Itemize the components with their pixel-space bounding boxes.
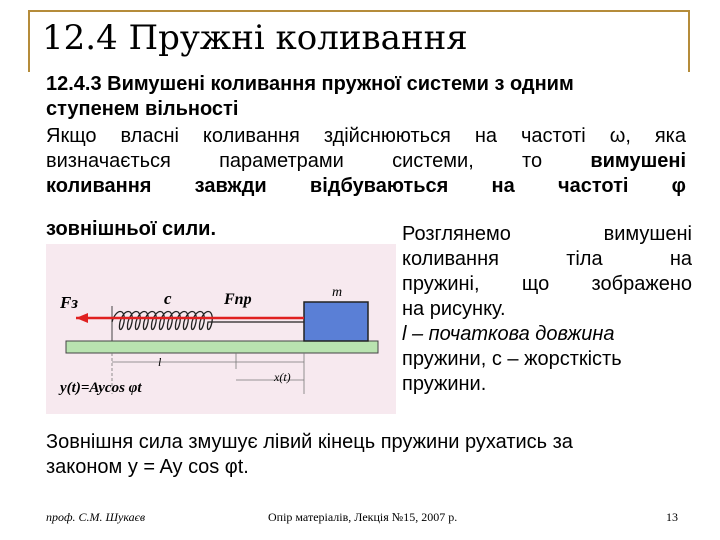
label-length: l [158, 355, 162, 369]
intro-line-2-bold: вимушені [590, 150, 687, 172]
frame-right-border [688, 10, 690, 72]
frame-left-border [28, 10, 30, 72]
mass-block [304, 302, 368, 341]
spring-coil [112, 312, 304, 330]
right-line-2 [402, 247, 692, 272]
bottom-line-2-text: законом y = Ay cos φt. [46, 456, 249, 478]
word: зображено [591, 273, 692, 295]
word: що [521, 273, 550, 295]
label-force-left: Fз [60, 293, 78, 312]
bottom-paragraph [46, 430, 696, 480]
footer-course: Опір матеріалів, Лекція №15, 2007 р. [268, 510, 458, 524]
bottom-line-1 [46, 430, 696, 455]
bottom-line-2 [46, 455, 696, 480]
slide-title: 12.4 Пружні коливання [42, 18, 468, 58]
intro-line-2 [46, 149, 686, 174]
subheading-line-2: ступенем вільності [46, 98, 239, 120]
word: вимушені [603, 223, 692, 245]
bottom-line-1-text: Зовнішня сила змушує лівий кінець пружини рухатись за [46, 431, 573, 453]
intro-line-1: Якщо власні коливання здійснюються на частоті ω, яка [46, 125, 686, 147]
word: тіла [566, 248, 603, 270]
spring-mass-figure [46, 244, 396, 414]
footer-page-number: 13 [666, 510, 678, 524]
footer-author: проф. С.М. Шукаєв [46, 510, 146, 524]
right-line-3 [402, 272, 692, 297]
word: Розглянемо [402, 223, 511, 245]
right-column-text [402, 222, 692, 397]
rail [66, 341, 378, 353]
word: на [669, 248, 692, 270]
section-subheading [46, 72, 686, 122]
intro-line-4: зовнішньої сили. [46, 218, 217, 240]
intro-line-3: коливання завжди відбуваються на частоті φ [46, 175, 686, 197]
right-line-6: пружини, c – жорсткість [402, 348, 622, 370]
label-mass: m [332, 285, 343, 300]
right-line-4: на рисунку. [402, 298, 506, 320]
label-law: y(t)=Aycos φt [60, 380, 142, 396]
right-line-5: l – початкова довжина [402, 323, 615, 345]
right-line-1 [402, 222, 692, 247]
frame-top-border [28, 10, 688, 12]
label-stiffness: c [164, 289, 172, 308]
subheading-line-1: 12.4.3 Вимушені коливання пружної системи з одним [46, 73, 574, 95]
label-displacement: x(t) [274, 370, 291, 384]
force-arrow-head [76, 313, 88, 323]
spring-diagram-svg [46, 244, 396, 414]
word: пружині, [402, 273, 480, 295]
intro-paragraph [46, 124, 686, 199]
intro-line-2-text: визначається параметрами системи, то [46, 150, 543, 172]
word: коливання [402, 248, 499, 270]
right-line-7: пружини. [402, 373, 487, 395]
label-spring-force: Fпр [224, 291, 252, 308]
